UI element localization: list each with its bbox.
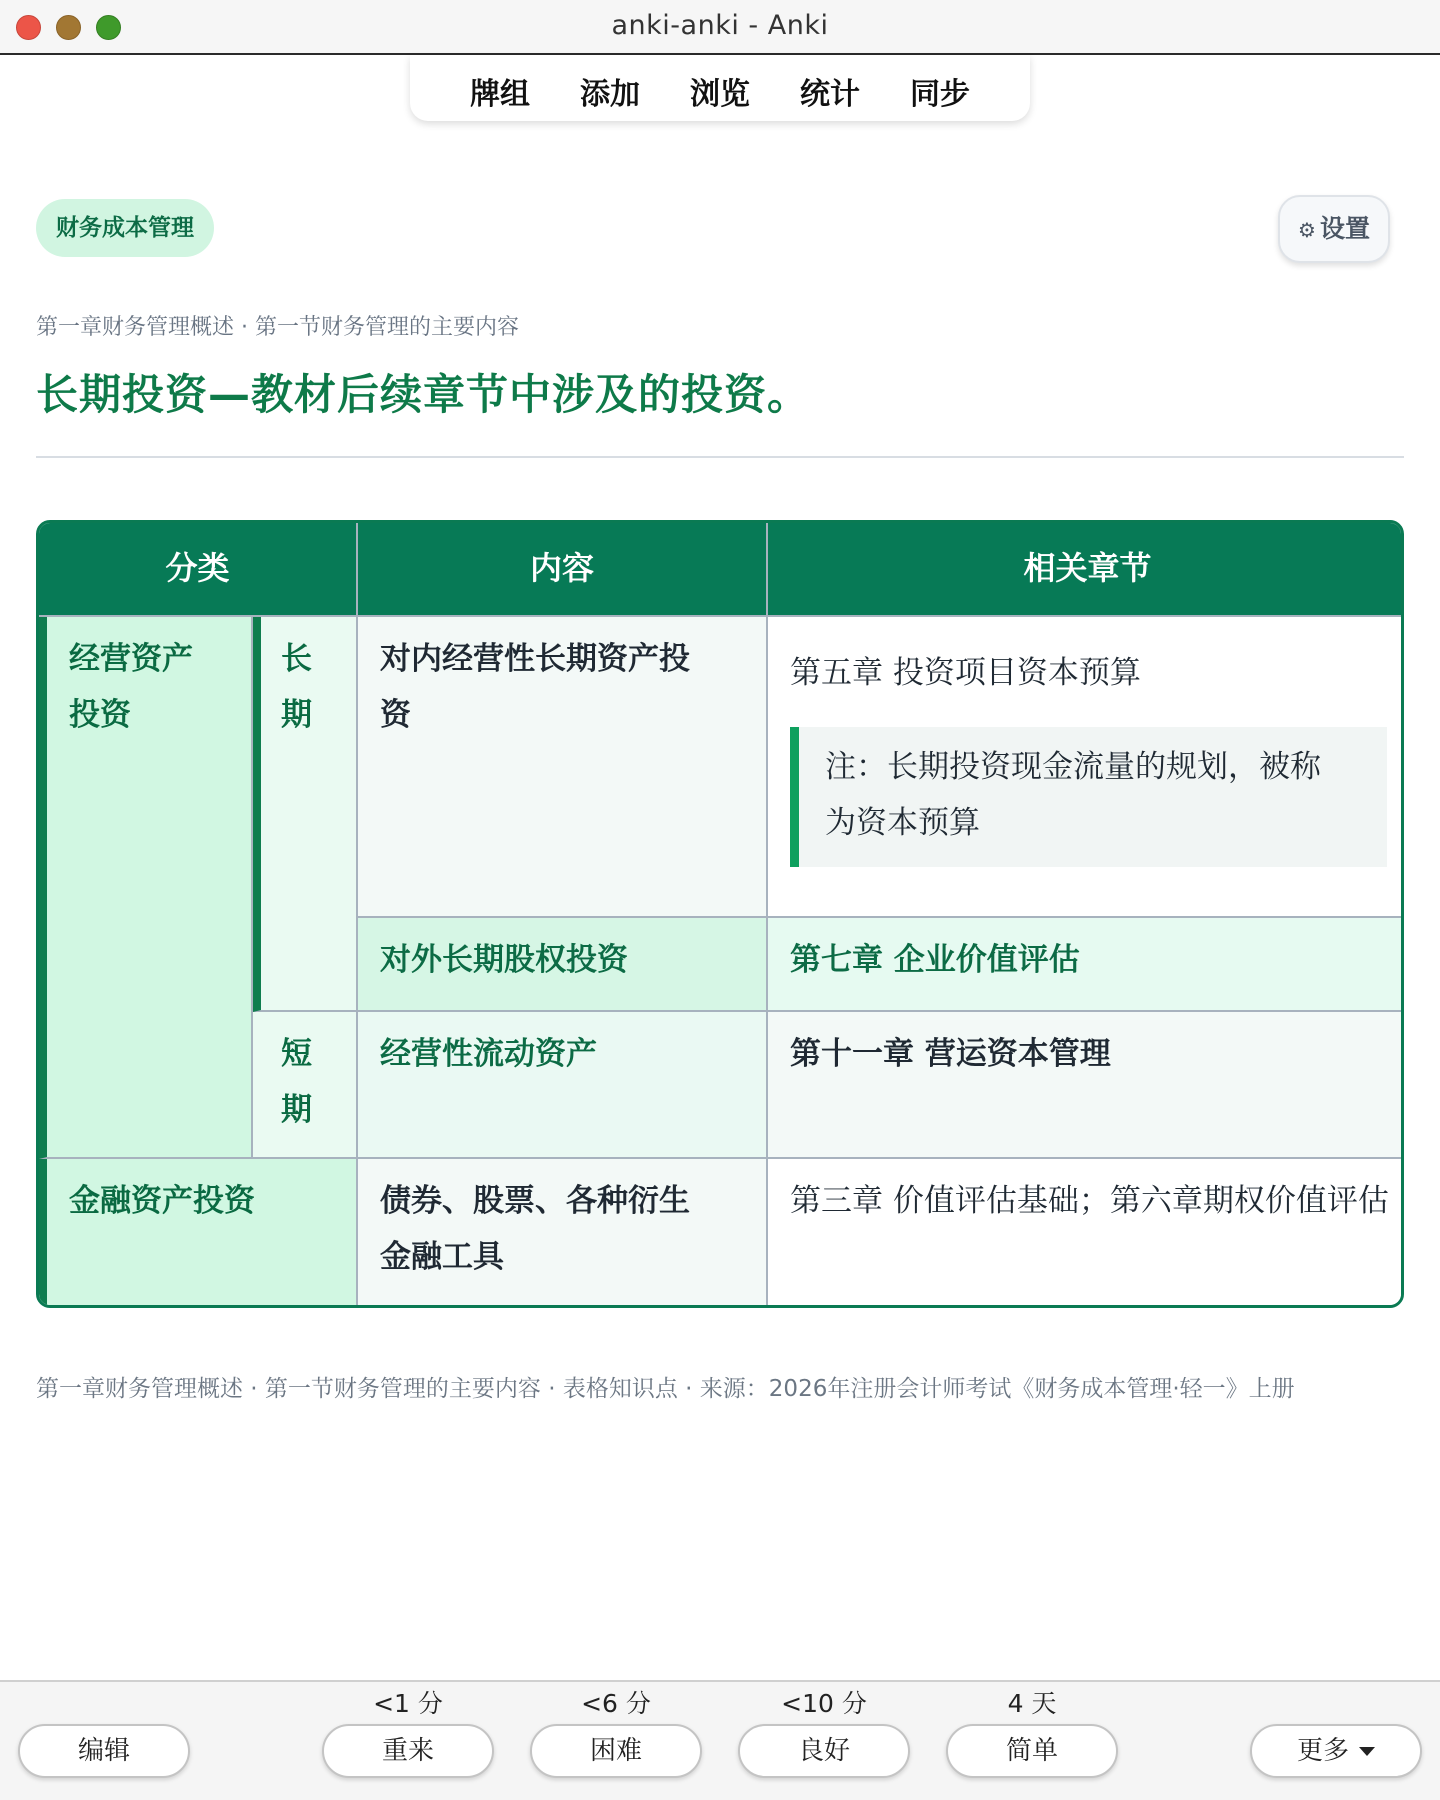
edit-button[interactable]: 编辑 (18, 1724, 190, 1778)
settings-button[interactable] (1278, 195, 1390, 263)
more-button[interactable] (1250, 1724, 1422, 1778)
settings-label: 设置 (1319, 214, 1370, 243)
table-row3-chapter: 第十一章 营运资本管理 (768, 1012, 1404, 1159)
knowledge-table (36, 520, 1404, 1308)
breadcrumb: 第一章财务管理概述 · 第一节财务管理的主要内容 (36, 315, 519, 340)
divider (36, 456, 1404, 458)
caret-down-icon (1359, 1747, 1375, 1756)
table-row4-chapter (768, 1159, 1404, 1308)
top-nav (410, 55, 1030, 121)
nav-decks[interactable]: 牌组 (470, 77, 530, 112)
row1-note-text: 注：长期投资现金流量的规划，被称为资本预算 (825, 749, 1321, 841)
row1-chapter-text: 第五章 投资项目资本预算 (790, 655, 1141, 691)
window-titlebar (0, 0, 1440, 55)
card-source: 第一章财务管理概述 · 第一节财务管理的主要内容 · 表格知识点 · 来源：2026年注册会计师考试《财务成本管理·轻一》上册 (36, 1376, 1295, 1402)
nav-stats[interactable]: 统计 (800, 77, 860, 112)
nav-add[interactable]: 添加 (580, 77, 640, 112)
row4-content-text: 债券、股票、各种衍生金融工具 (380, 1183, 690, 1275)
hard-button[interactable]: 困难 (530, 1724, 702, 1778)
subcategory-long-label: 长期 (281, 641, 312, 733)
table-row2-content: 对外长期股权投资 (358, 918, 768, 1012)
table-header-chapter: 相关章节 (768, 523, 1404, 617)
category-financial-assets: 金融资产投资 (39, 1159, 358, 1308)
table-row1-content (358, 617, 768, 918)
subcategory-short-term (253, 1012, 358, 1159)
category-operating-label: 经营资产投资 (69, 641, 193, 733)
window-title: anki-anki - Anki (611, 10, 829, 41)
table-row3-content: 经营性流动资产 (358, 1012, 768, 1159)
card-question: 长期投资—教材后续章节中涉及的投资。 (36, 370, 811, 419)
again-button[interactable]: 重来 (322, 1724, 494, 1778)
table-row4-content (358, 1159, 768, 1308)
easy-button[interactable]: 简单 (946, 1724, 1118, 1778)
subcategory-long-term (253, 617, 358, 1012)
row1-content-text: 对内经营性长期资产投资 (380, 641, 690, 733)
gear-icon: ⚙ (1298, 218, 1316, 242)
more-label: 更多 (1296, 1736, 1349, 1766)
nav-browse[interactable]: 浏览 (690, 77, 750, 112)
again-interval: <1 分 (373, 1689, 443, 1718)
row4-chapter-text: 第三章 价值评估基础；第六章期权价值评估 (790, 1183, 1389, 1219)
table-header-category: 分类 (39, 523, 358, 617)
table-row1-chapter (768, 617, 1404, 918)
answer-bar (0, 1680, 1440, 1800)
table-header-content: 内容 (358, 523, 768, 617)
row1-note (790, 727, 1387, 867)
table-row2-chapter: 第七章 企业价值评估 (768, 918, 1404, 1012)
nav-sync[interactable]: 同步 (910, 77, 970, 112)
good-interval: <10 分 (781, 1689, 867, 1718)
subcategory-short-label: 短期 (281, 1036, 312, 1128)
easy-interval: 4 天 (1007, 1689, 1057, 1718)
category-operating-assets (39, 617, 253, 1159)
good-button[interactable]: 良好 (738, 1724, 910, 1778)
deck-tag: 财务成本管理 (36, 199, 214, 257)
hard-interval: <6 分 (581, 1689, 651, 1718)
